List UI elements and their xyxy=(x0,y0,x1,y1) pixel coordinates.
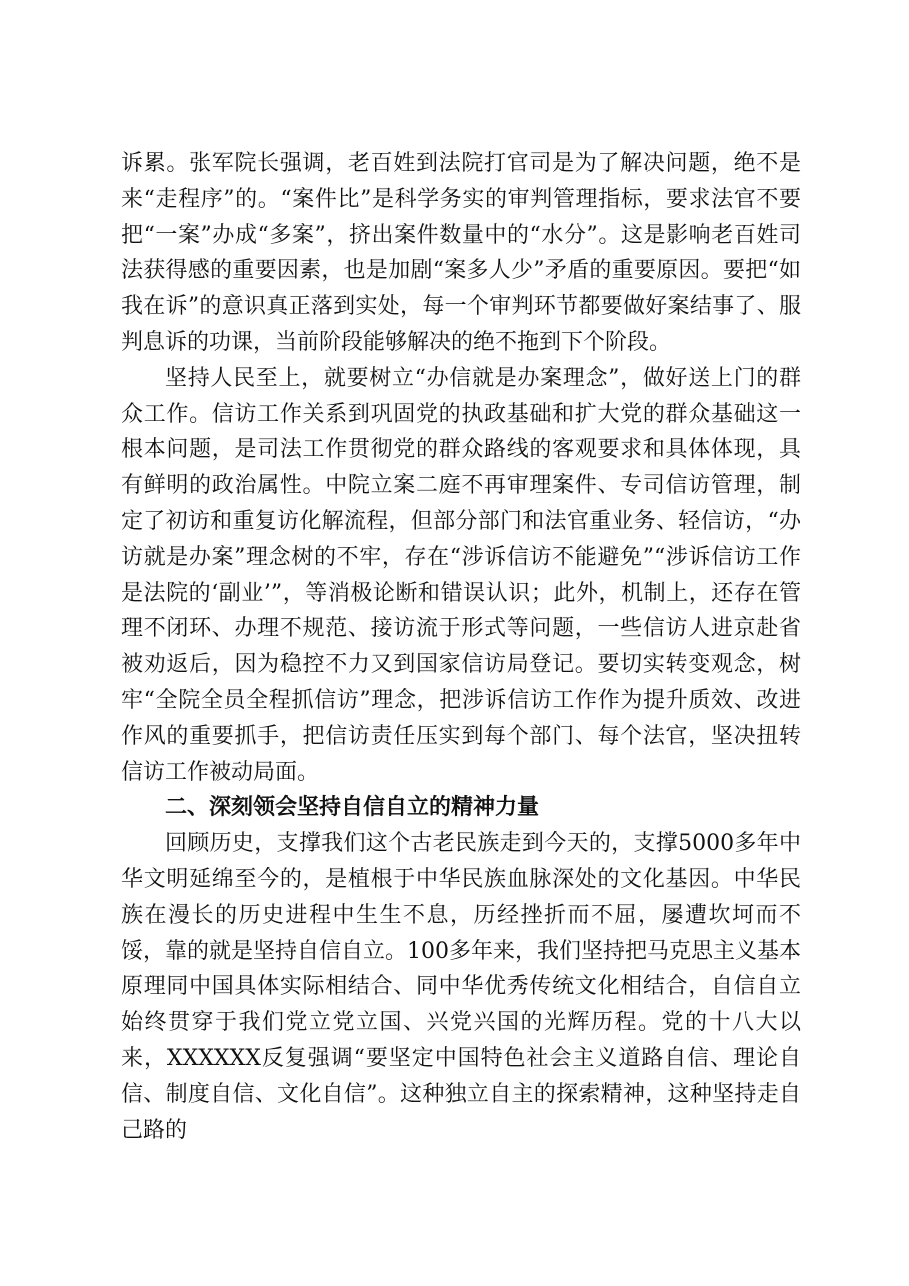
paragraph-petition-work: 坚持人民至上，就要树立“办信就是办案理念”，做好送上门的群众工作。信访工作关系到巩固党的执政基础和扩大党的群众基础这一根本问题，是司法工作贯彻党的群众路线的客观要求和具体体现，具有鲜明的政治属性。中院立案二庭不再审理案件、专司信访管理，制定了初访和重复访化解流程，但部分部门和法官重业务、轻信访，“办访就是办案”理念树的不牢，存在“涉诉信访不能避免”“涉诉信访工作是法院的‘副业’”，等消极论断和错误认识；此外，机制上，还存在管理不闭环、办理不规范、接访流于形式等问题，一些信访人进京赴省被劝返后，因为稳控不力又到国家信访局登记。要切实转变观念，树牢“全院全员全程抓信访”理念，把涉诉信访工作作为提升质效、改进作风的重要抓手，把信访责任压实到每个部门、每个法官，坚决扭转信访工作被动局面。 xyxy=(121,365,801,785)
paragraph-self-confidence: 回顾历史，支撑我们这个古老民族走到今天的，支撑5000多年中华文明延绵至今的，是植根于中华民族血脉深处的文化基因。中华民族在漫长的历史进程中生生不息，历经挫折而不屈，屡遭坎坷而不馁，靠的就是坚持自信自立。100多年来，我们坚持把马克思主义基本原理同中国具体实际相结合、同中华优秀传统文化相结合，自信自立始终贯穿于我们党立党立国、兴党兴国的光辉历程。党的十八大以来，XXXXXX反复强调“要坚定中国特色社会主义道路自信、理论自信、制度自信、文化自信”。这种独立自主的探索精神，这种坚持走自己路的 xyxy=(121,831,801,1143)
section-heading: 二、深刻领会坚持自信自立的精神力量 xyxy=(165,795,540,821)
document-body xyxy=(121,146,801,1148)
paragraph-continuation: 诉累。张军院长强调，老百姓到法院打官司是为了解决问题，绝不是来“走程序”的。“案件比”是科学务实的审判管理指标，要求法官不要把“一案”办成“多案”，挤出案件数量中的“水分”。这是影响老百姓司法获得感的重要因素，也是加剧“案多人少”矛盾的重要原因。要把“如我在诉”的意识真正落到实处，每一个审判环节都要做好案结事了、服判息诉的功课，当前阶段能够解决的绝不拖到下个阶段。 xyxy=(121,151,801,355)
